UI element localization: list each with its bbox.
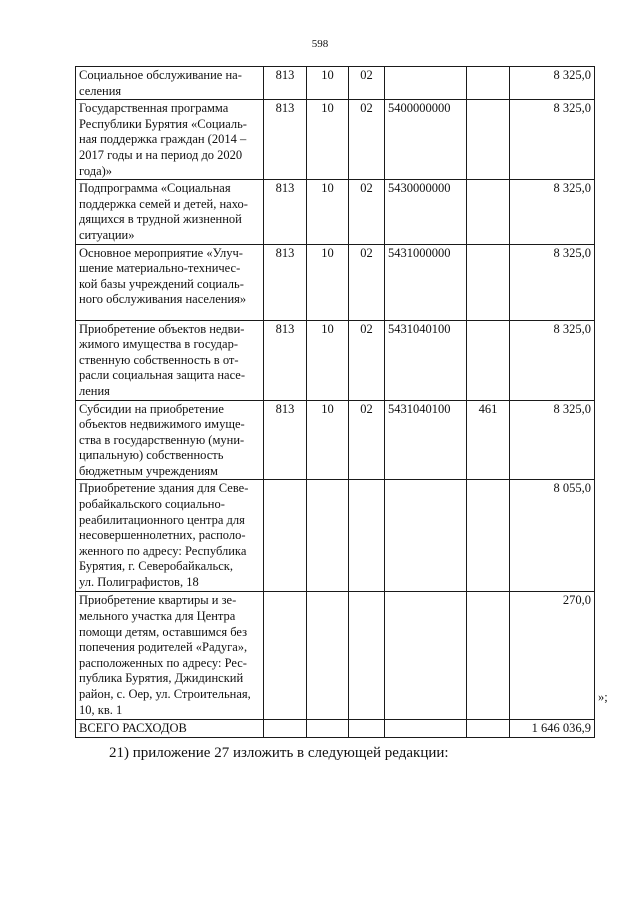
row-name-cell: Приобретение квартиры и зе- мельного участка для Центра помощи детям, оставшимся без попечения родителей «Радуга», расположенных по адресу: Рес- публика Бурятия, Джидинский район, с. Оер, ул. Строительная, 10, кв. 1 xyxy=(76,592,264,720)
table-row xyxy=(76,720,595,738)
row-grbs-cell: 813 xyxy=(264,320,307,400)
row-sum-cell: 8 325,0 xyxy=(510,100,595,180)
row-sum-cell: 8 325,0 xyxy=(510,67,595,100)
row-expense-type-cell xyxy=(467,244,510,320)
row-sum-cell: 1 646 036,9 xyxy=(510,720,595,738)
row-sum-cell: 8 325,0 xyxy=(510,400,595,480)
row-name-cell: Приобретение объектов недви- жимого имущества в государ- ственную собственность в от- расли социальная защита насе- ления xyxy=(76,320,264,400)
row-target-article-cell: 5431000000 xyxy=(385,244,467,320)
table-row xyxy=(76,100,595,180)
row-grbs-cell: 813 xyxy=(264,67,307,100)
row-grbs-cell: 813 xyxy=(264,100,307,180)
row-name-cell: Основное мероприятие «Улуч- шение материально-техничес- кой базы учреждений социаль- ного обслуживания населения» xyxy=(76,244,264,320)
row-subsection-cell: 02 xyxy=(349,67,385,100)
row-grbs-cell xyxy=(264,480,307,592)
row-grbs-cell xyxy=(264,720,307,738)
row-sum-cell: 8 055,0 xyxy=(510,480,595,592)
row-name-cell: ВСЕГО РАСХОДОВ xyxy=(76,720,264,738)
closing-quote-mark: »; xyxy=(598,690,608,704)
budget-expenditure-table xyxy=(75,66,595,738)
row-section-cell: 10 xyxy=(307,180,349,244)
row-sum-cell: 270,0 xyxy=(510,592,595,720)
amendment-instruction: 21) приложение 27 изложить в следующей редакции: xyxy=(109,745,449,761)
row-expense-type-cell xyxy=(467,320,510,400)
row-target-article-cell xyxy=(385,67,467,100)
row-subsection-cell: 02 xyxy=(349,400,385,480)
row-sum-cell: 8 325,0 xyxy=(510,320,595,400)
table-row xyxy=(76,592,595,720)
row-grbs-cell: 813 xyxy=(264,244,307,320)
row-target-article-cell: 5431040100 xyxy=(385,400,467,480)
row-name-cell: Субсидии на приобретение объектов недвижимого имуще- ства в государственную (муни- ципальную) собственность бюджетным учреждениям xyxy=(76,400,264,480)
row-name-cell: Социальное обслуживание на- селения xyxy=(76,67,264,100)
row-target-article-cell: 5430000000 xyxy=(385,180,467,244)
row-section-cell xyxy=(307,592,349,720)
row-subsection-cell xyxy=(349,592,385,720)
row-section-cell: 10 xyxy=(307,100,349,180)
row-section-cell: 10 xyxy=(307,244,349,320)
row-expense-type-cell: 461 xyxy=(467,400,510,480)
row-expense-type-cell xyxy=(467,100,510,180)
row-subsection-cell: 02 xyxy=(349,320,385,400)
row-target-article-cell: 5400000000 xyxy=(385,100,467,180)
row-target-article-cell: 5431040100 xyxy=(385,320,467,400)
row-grbs-cell: 813 xyxy=(264,180,307,244)
row-subsection-cell: 02 xyxy=(349,100,385,180)
table-row xyxy=(76,400,595,480)
row-subsection-cell: 02 xyxy=(349,180,385,244)
row-target-article-cell xyxy=(385,480,467,592)
row-target-article-cell xyxy=(385,592,467,720)
row-expense-type-cell xyxy=(467,180,510,244)
table-row xyxy=(76,67,595,100)
table-row xyxy=(76,244,595,320)
page-number: 598 xyxy=(311,38,329,50)
row-sum-cell: 8 325,0 xyxy=(510,244,595,320)
row-name-cell: Приобретение здания для Севе- робайкальского социально- реабилитационного центра для несовершеннолетних, располо- женного по адресу: Республика Бурятия, г. Северобайкальск, ул. Полиграфистов, 18 xyxy=(76,480,264,592)
table-row xyxy=(76,480,595,592)
row-subsection-cell xyxy=(349,720,385,738)
row-expense-type-cell xyxy=(467,592,510,720)
row-subsection-cell: 02 xyxy=(349,244,385,320)
row-section-cell: 10 xyxy=(307,400,349,480)
row-subsection-cell xyxy=(349,480,385,592)
table-row xyxy=(76,180,595,244)
row-grbs-cell xyxy=(264,592,307,720)
row-expense-type-cell xyxy=(467,67,510,100)
row-section-cell: 10 xyxy=(307,320,349,400)
table-row xyxy=(76,320,595,400)
row-target-article-cell xyxy=(385,720,467,738)
row-grbs-cell: 813 xyxy=(264,400,307,480)
row-name-cell: Подпрограмма «Социальная поддержка семей и детей, нахо- дящихся в трудной жизненной ситуации» xyxy=(76,180,264,244)
row-expense-type-cell xyxy=(467,480,510,592)
row-section-cell xyxy=(307,720,349,738)
row-section-cell: 10 xyxy=(307,67,349,100)
row-expense-type-cell xyxy=(467,720,510,738)
row-sum-cell: 8 325,0 xyxy=(510,180,595,244)
row-section-cell xyxy=(307,480,349,592)
row-name-cell: Государственная программа Республики Бурятия «Социаль- ная поддержка граждан (2014 – 2017 годы и на период до 2020 года)» xyxy=(76,100,264,180)
